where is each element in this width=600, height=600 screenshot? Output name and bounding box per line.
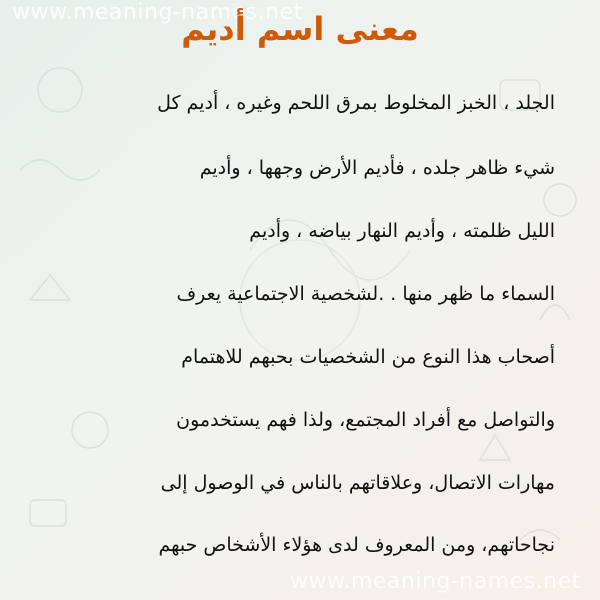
text-line: شيء ظاهر جلده ، فأديم الأرض وجهها ، وأديم bbox=[199, 157, 555, 179]
text-line: والتواصل مع أفراد المجتمع، ولذا فهم يستخدمون bbox=[176, 409, 555, 431]
watermark-top: www.meaning-names.net bbox=[12, 0, 303, 25]
text-line: أصحاب هذا النوع من الشخصيات بحبهم للاهتمام bbox=[181, 346, 555, 368]
text-line: الجلد ، الخبز المخلوط بمرق اللحم وغيره ، أديم كل bbox=[157, 92, 555, 114]
text-line: نجاحاتهم، ومن المعروف لدى هؤلاء الأشخاص حبهم bbox=[158, 534, 555, 556]
watermark-bottom: www.meaning-names.net bbox=[290, 569, 581, 594]
text-line: الليل ظلمته ، وأديم النهار بياضه ، وأديم bbox=[249, 220, 555, 242]
page-title: معنى اسم أديم bbox=[181, 10, 419, 48]
text-line: مهارات الاتصال، وعلاقاتهم بالناس في الوصول إلى bbox=[160, 472, 555, 494]
text-line: السماء ما ظهر منها . .لشخصية الاجتماعية يعرف bbox=[176, 283, 555, 305]
